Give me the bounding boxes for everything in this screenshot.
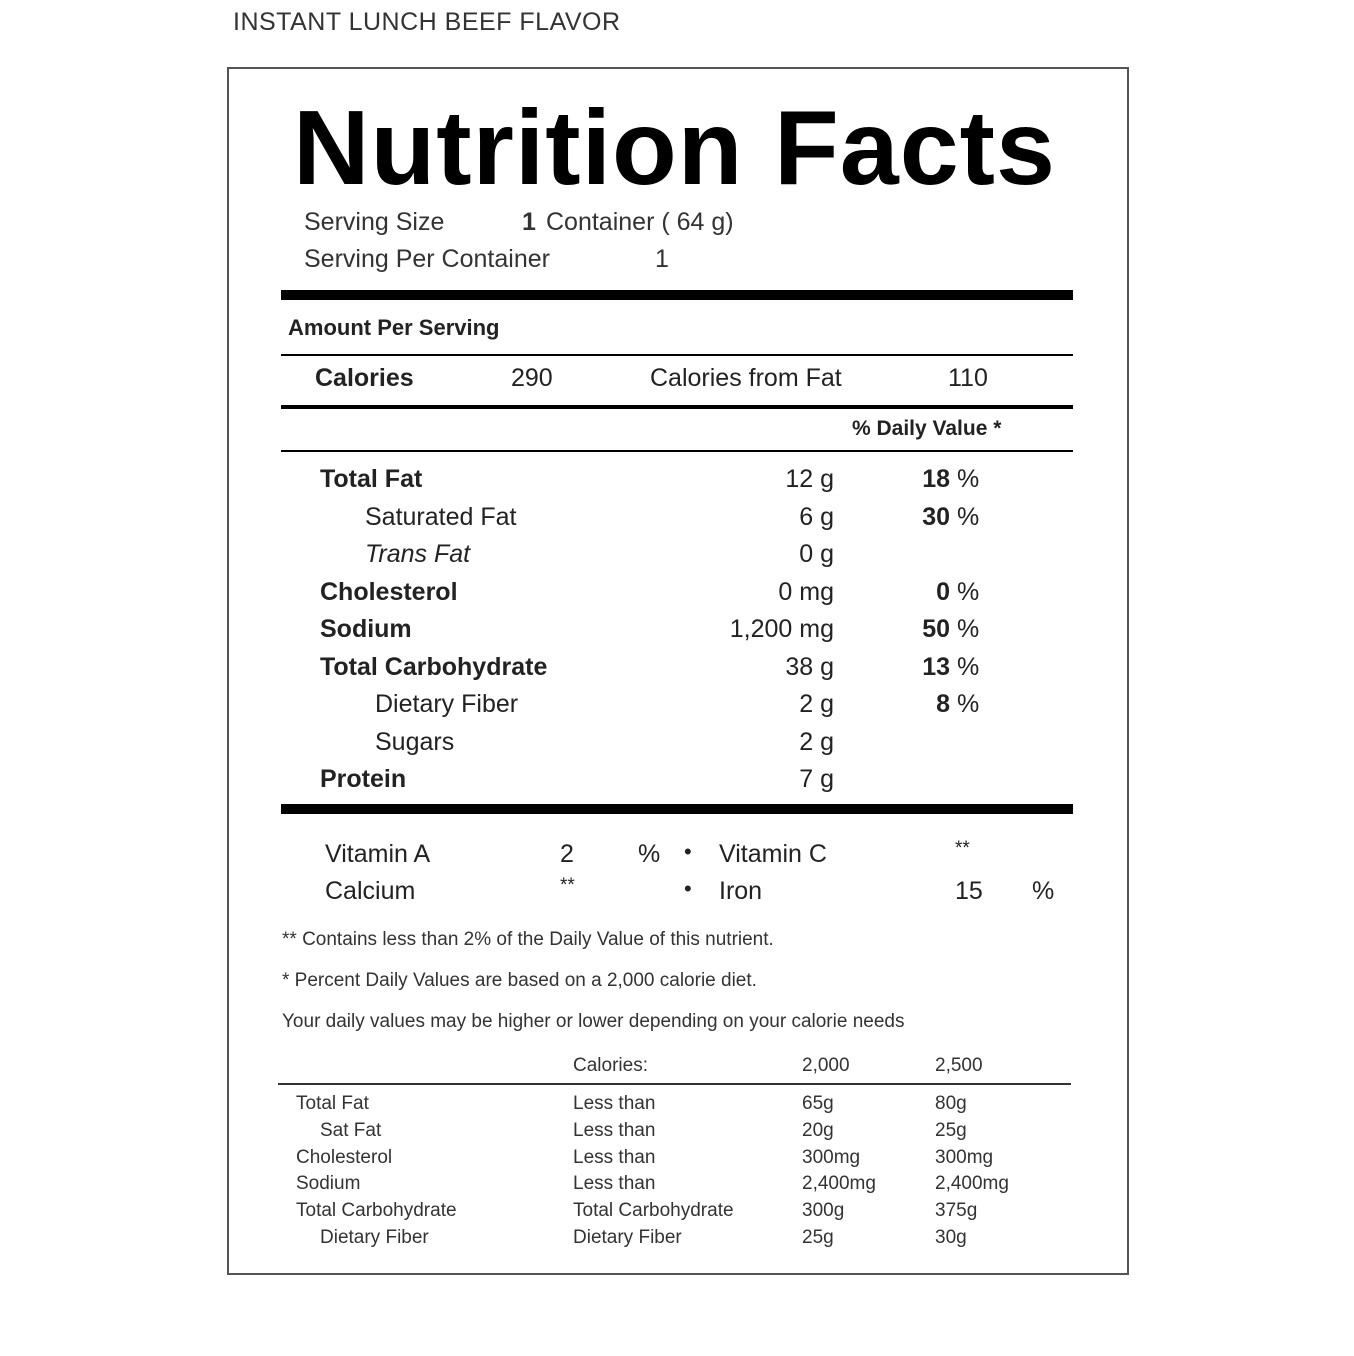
nutrient-row — [0, 503, 1354, 541]
footnote-calorie-needs: Your daily values may be higher or lower depending on your calorie needs — [282, 1011, 905, 1032]
footnote-less-than-2: ** Contains less than 2% of the Daily Value of this nutrient. — [282, 929, 774, 950]
nutrient-amount: 38 g — [785, 653, 834, 681]
dv-table-limit: Less than — [573, 1093, 656, 1114]
nutrient-amount: 1,200 mg — [729, 615, 834, 643]
dv-table-nutrient: Total Carbohydrate — [296, 1200, 457, 1222]
nutrient-daily-value: 30 — [922, 503, 950, 531]
nutrient-amount: 6 g — [799, 503, 834, 531]
dv-table-col2-value: 80g — [935, 1093, 967, 1114]
nutrient-amount: 12 g — [785, 465, 834, 493]
nutrient-row — [0, 465, 1354, 503]
dv-table-col2-value: 300mg — [935, 1146, 994, 1168]
dv-table-nutrient: Cholesterol — [296, 1146, 393, 1168]
nutrient-label: Trans Fat — [365, 540, 471, 568]
medium-divider — [281, 405, 1073, 409]
dv-table-limit: Less than — [573, 1119, 656, 1141]
vitamin-c-label: Vitamin C — [719, 840, 827, 868]
percent-sign: % — [957, 690, 980, 718]
dv-table-col1-value: 300mg — [802, 1146, 861, 1168]
dv-table-limit: Less than — [573, 1173, 656, 1195]
nutrient-daily-value: 50 — [922, 615, 950, 643]
dv-table-nutrient: Sodium — [296, 1173, 361, 1195]
nutrient-row — [0, 653, 1354, 691]
daily-value-header: % Daily Value * — [852, 417, 1002, 440]
servings-per-container-value: 1 — [655, 245, 669, 273]
nutrient-row — [0, 615, 1354, 653]
iron-unit: % — [1032, 877, 1055, 905]
bullet-icon: • — [684, 839, 692, 864]
nutrient-amount: 0 mg — [778, 578, 834, 606]
nutrient-label: Cholesterol — [320, 578, 458, 606]
nutrient-label: Total Fat — [320, 465, 423, 493]
calories-from-fat-value: 110 — [948, 364, 988, 392]
footnote-daily-values-basis: * Percent Daily Values are based on a 2,000 calorie diet. — [282, 970, 757, 991]
percent-sign: % — [957, 615, 980, 643]
product-name: INSTANT LUNCH BEEF FLAVOR — [233, 8, 621, 36]
calories-from-fat-label: Calories from Fat — [650, 364, 842, 392]
thick-divider — [281, 290, 1073, 300]
bullet-icon: • — [684, 876, 692, 901]
servings-per-container-label: Serving Per Container — [304, 245, 550, 273]
dv-table-calories-label: Calories: — [573, 1055, 648, 1076]
percent-sign: % — [957, 503, 980, 531]
nutrient-amount: 7 g — [799, 765, 834, 793]
thin-divider — [278, 1083, 1071, 1085]
nutrient-daily-value: 13 — [922, 653, 950, 681]
serving-size-value: Container ( 64 g) — [546, 208, 734, 236]
dv-table-nutrient: Total Fat — [296, 1093, 369, 1114]
vitamin-a-label: Vitamin A — [325, 840, 431, 868]
panel-title: Nutrition Facts — [293, 89, 1056, 207]
nutrient-label: Dietary Fiber — [375, 690, 519, 718]
thick-divider — [281, 804, 1073, 814]
percent-sign: % — [957, 578, 980, 606]
nutrient-row — [0, 578, 1354, 616]
dv-table-limit: Dietary Fiber — [573, 1227, 682, 1248]
dv-table-col1-value: 25g — [802, 1227, 834, 1248]
nutrient-row — [0, 728, 1354, 766]
dv-table-col2-value: 25g — [935, 1119, 967, 1141]
nutrient-daily-value: 18 — [922, 465, 950, 493]
nutrient-label: Total Carbohydrate — [320, 653, 548, 681]
dv-table-col1-value: 2,400mg — [802, 1173, 876, 1195]
nutrient-row — [0, 540, 1354, 578]
nutrient-label: Saturated Fat — [365, 503, 517, 531]
nutrient-amount: 2 g — [799, 728, 834, 756]
dv-table-nutrient: Dietary Fiber — [320, 1227, 429, 1248]
nutrient-label: Sodium — [320, 615, 412, 643]
nutrient-daily-value: 8 — [936, 690, 950, 718]
nutrient-daily-value: 0 — [936, 578, 950, 606]
calories-label: Calories — [315, 364, 414, 392]
dv-table-col1-value: 20g — [802, 1119, 834, 1141]
nutrient-label: Sugars — [375, 728, 455, 756]
nutrient-row — [0, 690, 1354, 728]
percent-sign: % — [957, 465, 980, 493]
calories-value: 290 — [511, 364, 553, 392]
dv-table-col1-value: 65g — [802, 1093, 834, 1114]
nutrient-amount: 2 g — [799, 690, 834, 718]
amount-per-serving-label: Amount Per Serving — [288, 315, 500, 340]
nutrient-label: Protein — [320, 765, 407, 793]
iron-label: Iron — [719, 877, 763, 905]
dv-table-col2-value: 375g — [935, 1200, 978, 1222]
vitamin-a-value: 2 — [560, 840, 574, 868]
iron-value: 15 — [955, 877, 983, 905]
percent-sign: % — [957, 653, 980, 681]
calcium-value: ** — [560, 875, 575, 896]
nutrient-row — [0, 765, 1354, 803]
calcium-label: Calcium — [325, 877, 416, 905]
serving-size-label: Serving Size — [304, 208, 445, 236]
dv-table-col1-value: 300g — [802, 1200, 845, 1222]
dv-table-limit: Total Carbohydrate — [573, 1200, 734, 1222]
dv-table-col1-header: 2,000 — [802, 1055, 850, 1076]
thin-divider — [281, 450, 1073, 452]
dv-table-limit: Less than — [573, 1146, 656, 1168]
dv-table-col2-value: 30g — [935, 1227, 967, 1248]
thin-divider — [281, 354, 1073, 356]
vitamin-c-value: ** — [955, 838, 970, 859]
dv-table-col2-header: 2,500 — [935, 1055, 983, 1076]
dv-table-nutrient: Sat Fat — [320, 1119, 382, 1141]
nutrient-amount: 0 g — [799, 540, 834, 568]
vitamin-a-unit: % — [638, 840, 661, 868]
dv-table-col2-value: 2,400mg — [935, 1173, 1009, 1195]
serving-size-qty: 1 — [522, 208, 536, 236]
